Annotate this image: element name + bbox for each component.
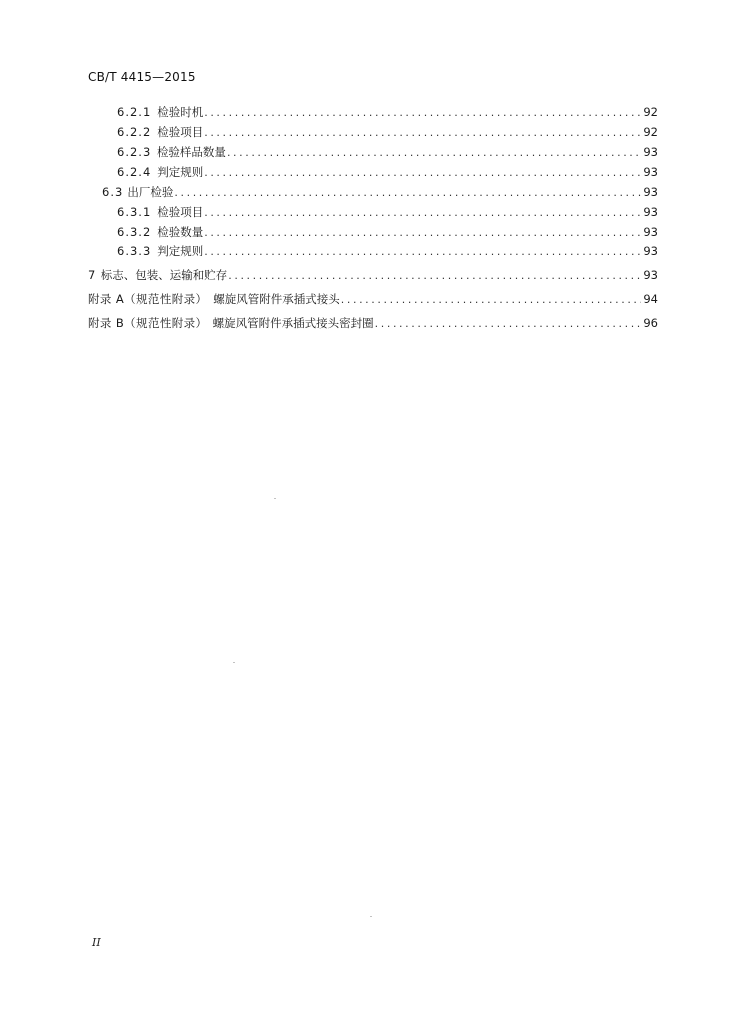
toc-entry-title: 检验数量 (157, 225, 204, 239)
toc-leader-dots (228, 269, 641, 283)
toc-entry-number: 6.3 (102, 185, 124, 199)
scan-speck (233, 662, 235, 663)
toc-entry-title: 检验样品数量 (156, 145, 226, 159)
toc-appendix-label: 附录 A（规范性附录） (88, 292, 208, 306)
toc-entry-page: 96 (643, 316, 658, 330)
toc-entry-title: 螺旋风管附件承插式接头密封圈 (212, 316, 374, 330)
toc-entry-number: 6.3.1 (117, 205, 152, 219)
toc-entry-title: 判定规则 (157, 165, 204, 179)
toc-entry-title: 出厂检验 (127, 185, 174, 199)
toc-entry-page: 93 (643, 225, 658, 239)
toc-leader-dots (341, 293, 642, 307)
toc-entry-page: 93 (643, 145, 658, 159)
toc-entry-page: 92 (643, 125, 658, 139)
toc-leader-dots (204, 166, 641, 180)
toc-entry-page: 93 (643, 244, 658, 258)
document-number: CB/T 4415—2015 (88, 70, 196, 84)
toc-entry-6-2-1[interactable] (117, 105, 658, 119)
toc-leader-dots (204, 106, 641, 120)
toc-entry-title: 检验项目 (157, 125, 204, 139)
toc-entry-appendix-a[interactable] (88, 292, 658, 306)
toc-entry-7[interactable] (88, 268, 658, 282)
toc-leader-dots (204, 245, 641, 259)
toc-entry-number: 7 (88, 268, 97, 282)
toc-entry-number: 6.3.2 (117, 225, 152, 239)
scan-speck (370, 916, 372, 917)
toc-entry-number: 6.2.1 (117, 105, 152, 119)
toc-entry-title: 检验时机 (157, 105, 204, 119)
toc-entry-title: 标志、包装、运输和贮存 (100, 268, 228, 282)
toc-entry-6-2-2[interactable] (117, 125, 658, 139)
toc-leader-dots (204, 226, 641, 240)
toc-leader-dots (204, 126, 641, 140)
scan-speck (274, 498, 276, 499)
toc-entry-page: 93 (643, 165, 658, 179)
toc-entry-6-2-3[interactable] (117, 145, 658, 159)
toc-entry-number: 6.2.3 (117, 145, 152, 159)
toc-entry-6-3-1[interactable] (117, 205, 658, 219)
toc-entry-page: 94 (643, 292, 658, 306)
toc-entry-6-3-2[interactable] (117, 225, 658, 239)
toc-leader-dots (204, 206, 641, 220)
toc-appendix-label: 附录 B（规范性附录） (88, 316, 208, 330)
toc-leader-dots (174, 186, 641, 200)
toc-entry-number: 6.2.2 (117, 125, 152, 139)
toc-entry-6-3[interactable] (102, 185, 658, 199)
toc-entry-page: 92 (643, 105, 658, 119)
toc-entry-number: 6.3.3 (117, 244, 152, 258)
toc-leader-dots (227, 146, 641, 160)
page-number: II (92, 936, 101, 949)
toc-entry-page: 93 (643, 268, 658, 282)
toc-entry-6-2-4[interactable] (117, 165, 658, 179)
toc-entry-page: 93 (643, 185, 658, 199)
toc-entry-title: 螺旋风管附件承插式接头 (213, 292, 340, 306)
toc-entry-number: 6.2.4 (117, 165, 152, 179)
toc-leader-dots (375, 317, 642, 331)
toc-entry-title: 判定规则 (157, 244, 204, 258)
table-of-contents (0, 0, 734, 400)
toc-entry-title: 检验项目 (157, 205, 204, 219)
toc-entry-6-3-3[interactable] (117, 244, 658, 258)
toc-entry-appendix-b[interactable] (88, 316, 658, 330)
toc-entry-page: 93 (643, 205, 658, 219)
